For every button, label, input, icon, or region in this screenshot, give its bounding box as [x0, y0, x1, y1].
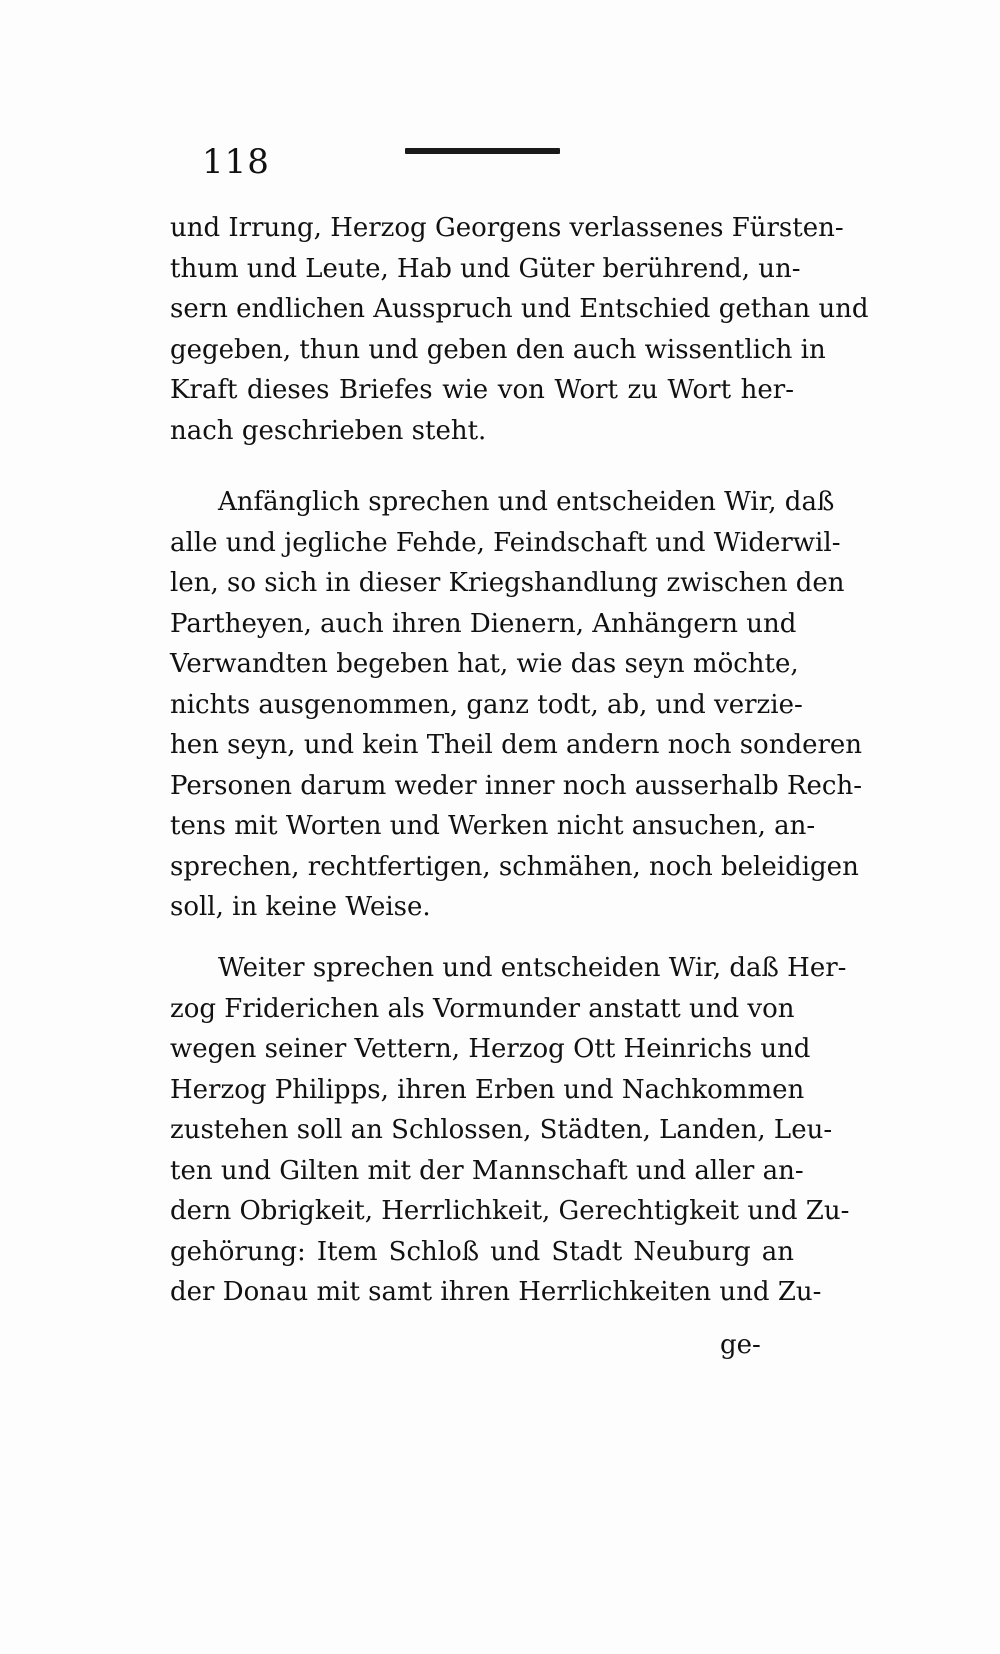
text-line: zog Friderichen als Vormunder anstatt und von — [170, 993, 795, 1024]
text-line: der Donau mit samt ihren Herrlichkeiten und Zu- — [170, 1277, 822, 1307]
text-line: sern endlichen Ausspruch und Entschied gethan und — [170, 294, 869, 324]
text-line: Anfänglich sprechen und entscheiden Wir, daß — [218, 487, 835, 517]
paragraph-2 — [170, 482, 863, 928]
text-line: gehörung: Item Schloß und Stadt Neuburg an — [170, 1236, 794, 1267]
header-rule — [405, 148, 560, 154]
text-line: Personen darum weder inner noch ausserhalb Rech- — [170, 770, 863, 801]
paragraph-1 — [170, 208, 869, 451]
text-line: zustehen soll an Schlossen, Städten, Landen, Leu- — [170, 1115, 833, 1145]
text-line: hen seyn, und kein Theil dem andern noch sonderen — [170, 730, 863, 760]
text-line: tens mit Worten und Werken nicht ansuchen, an- — [170, 811, 816, 841]
text-line: wegen seiner Vettern, Herzog Ott Heinrichs und — [170, 1034, 811, 1064]
text-line: Weiter sprechen und entscheiden Wir, daß Her- — [218, 953, 847, 983]
text-line: nach geschrieben steht. — [170, 415, 487, 446]
text-line: Kraft dieses Briefes wie von Wort zu Wort her- — [170, 375, 794, 405]
text-line: alle und jegliche Fehde, Feindschaft und Widerwil- — [170, 527, 841, 558]
page-number: 118 — [202, 142, 270, 182]
text-line: soll, in keine Weise. — [170, 892, 431, 922]
text-line: Partheyen, auch ihren Dienern, Anhängern und — [170, 608, 797, 639]
text-line: thum und Leute, Hab und Güter berührend, un- — [170, 253, 801, 284]
text-line: len, so sich in dieser Kriegshandlung zwischen den — [170, 568, 845, 598]
catchword: ge- — [720, 1330, 761, 1360]
text-line: und Irrung, Herzog Georgens verlassenes Fürsten- — [170, 213, 844, 243]
text-line: gegeben, thun und geben den auch wissentlich in — [170, 334, 826, 365]
paragraph-3 — [170, 948, 850, 1313]
text-line: nichts ausgenommen, ganz todt, ab, und verzie- — [170, 689, 803, 720]
text-line: Herzog Philipps, ihren Erben und Nachkommen — [170, 1074, 805, 1105]
text-line: Verwandten begeben hat, wie das seyn möchte, — [170, 649, 799, 679]
text-line: ten und Gilten mit der Mannschaft und aller an- — [170, 1155, 804, 1186]
text-line: dern Obrigkeit, Herrlichkeit, Gerechtigkeit und Zu- — [170, 1196, 850, 1226]
text-line: sprechen, rechtfertigen, schmähen, noch beleidigen — [170, 851, 859, 882]
